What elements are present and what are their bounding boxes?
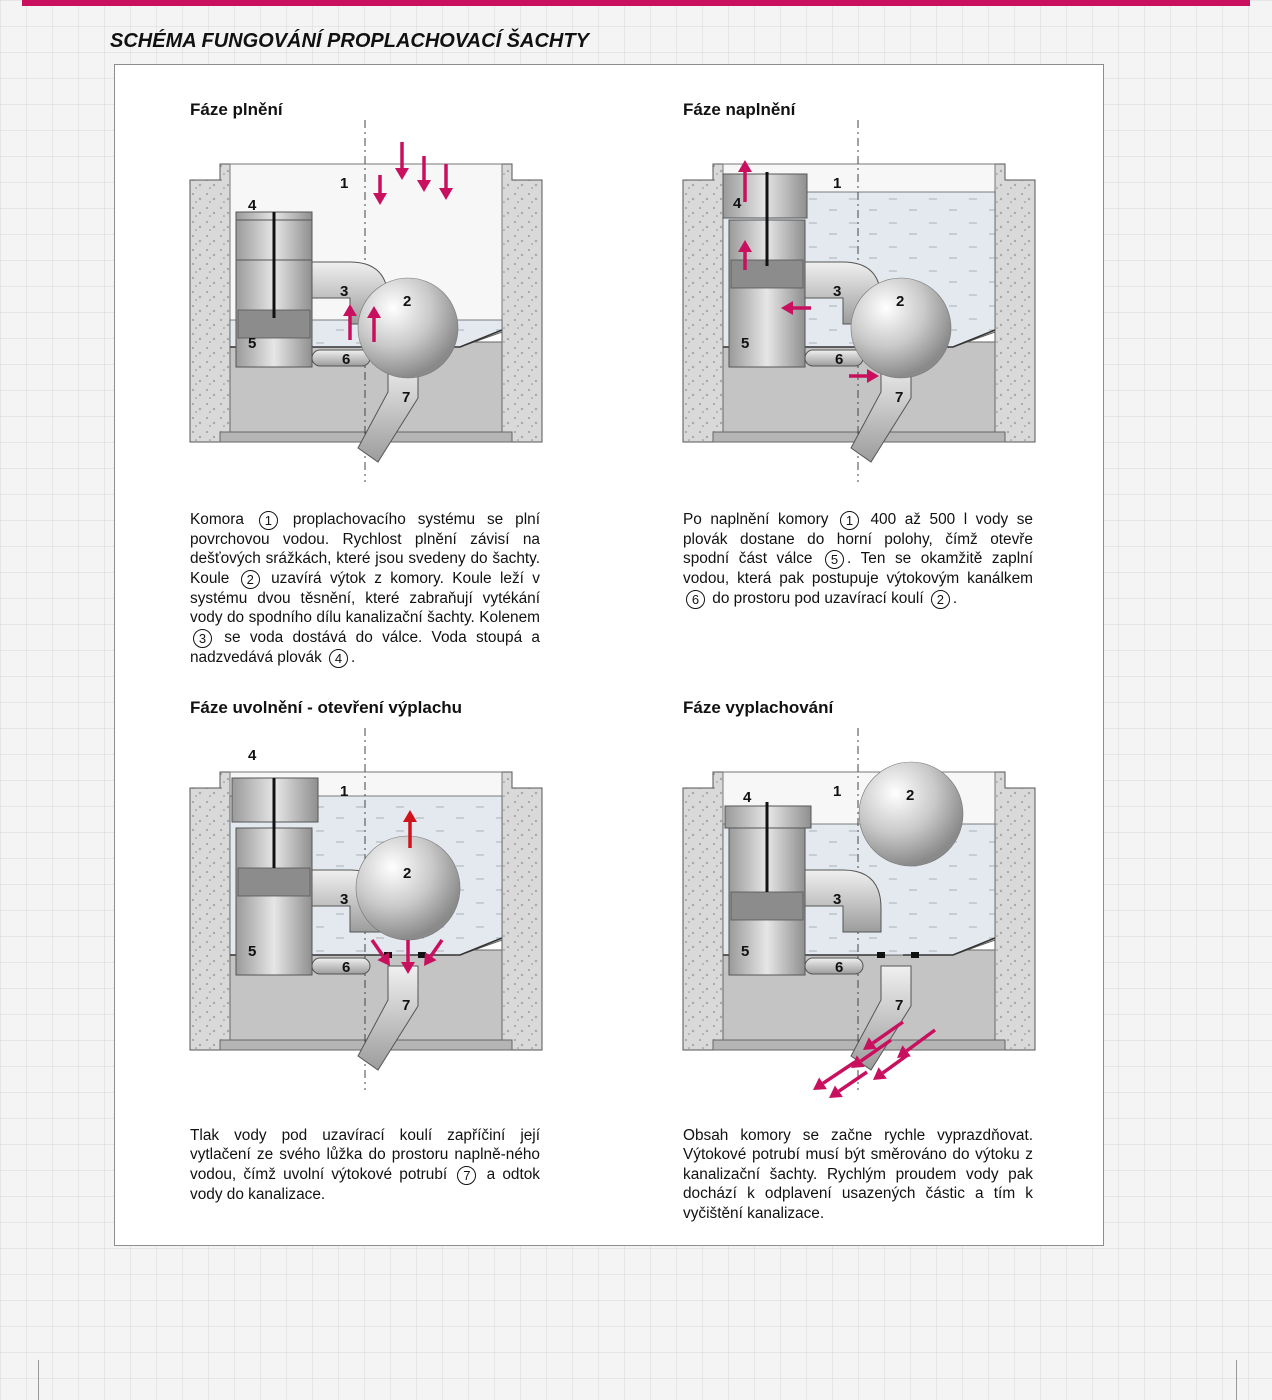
label-7: 7 xyxy=(895,389,904,406)
shaft-wall-left xyxy=(683,164,723,442)
label-5: 5 xyxy=(741,943,750,960)
corner-mark-right xyxy=(1236,1360,1237,1400)
circled-number-3: 3 xyxy=(193,629,212,648)
shaft-wall-right xyxy=(995,772,1035,1050)
outlet-channel xyxy=(805,958,863,974)
label-3: 3 xyxy=(340,283,349,300)
label-5: 5 xyxy=(741,335,750,352)
top-accent-line xyxy=(22,0,1250,6)
diagram-filling xyxy=(190,120,550,500)
closing-ball xyxy=(859,762,963,866)
circled-number-4: 4 xyxy=(329,649,348,668)
shaft-wall-left xyxy=(683,772,723,1050)
label-1: 1 xyxy=(340,175,349,192)
phase-description-filling: Komora 1 proplachovacího systému se plní povrchovou vodou. Rychlost plnění závisí na dešťových srážkách, které jsou svedeny do šachty. Koule 2 uzavírá výtok z komory. Koule leží v systému dvou těsnění, které zabraňují vytékání vody do spodního dílu kanalizační šachty. Kolenem 3 se voda dostává do válce. Voda stoupá a nadzvedává plovák 4 . xyxy=(190,511,541,666)
circled-number-6: 6 xyxy=(686,590,705,609)
label-6: 6 xyxy=(342,351,351,368)
phase-description-release: Tlak vody pod uzavírací koulí zapříčiní její vytlačení ze svého lůžka do prostoru naplně-ného vodou, čímž uvolní výtokové potrubí 7 a odtok vody do kanalizace. xyxy=(190,1127,540,1203)
shaft-wall-right xyxy=(502,772,542,1050)
outlet-channel xyxy=(805,350,863,366)
circled-number-5: 5 xyxy=(825,550,844,569)
label-2: 2 xyxy=(896,293,905,310)
phase-title-filled: Fáze naplnění xyxy=(683,100,796,119)
outlet-channel xyxy=(312,958,370,974)
circled-number-1: 1 xyxy=(840,511,859,530)
label-4: 4 xyxy=(733,195,742,212)
label-6: 6 xyxy=(835,351,844,368)
diagram-flushing xyxy=(683,728,1043,1118)
label-7: 7 xyxy=(402,997,411,1014)
phase-title-release: Fáze uvolnění - otevření výplachu xyxy=(190,698,463,717)
label-3: 3 xyxy=(833,283,842,300)
label-6: 6 xyxy=(835,959,844,976)
label-6: 6 xyxy=(342,959,351,976)
diagram-release xyxy=(190,728,550,1088)
shaft-wall-right xyxy=(502,164,542,442)
circled-number-1: 1 xyxy=(259,511,278,530)
closing-ball xyxy=(356,836,460,940)
label-3: 3 xyxy=(340,891,349,908)
label-7: 7 xyxy=(402,389,411,406)
label-4: 4 xyxy=(248,747,257,764)
phase-title-flushing: Fáze vyplachování xyxy=(683,698,834,717)
label-5: 5 xyxy=(248,943,257,960)
shaft-wall-left xyxy=(190,164,230,442)
circled-number-7: 7 xyxy=(457,1166,476,1185)
label-1: 1 xyxy=(833,175,842,192)
cylinder-band xyxy=(238,868,310,896)
label-2: 2 xyxy=(403,865,412,882)
label-4: 4 xyxy=(743,789,752,806)
seal-right xyxy=(911,952,919,958)
label-2: 2 xyxy=(403,293,412,310)
label-3: 3 xyxy=(833,891,842,908)
label-4: 4 xyxy=(248,197,257,214)
phase-description-filled: Po naplnění komory 1 400 až 500 l vody se plovák dostane do horní polohy, čímž otevře spodní část válce 5 . Ten se okamžitě zaplní vodou, která pak postupuje výtokovým kanálkem 6 do prostoru pod uzavírací koulí 2 . xyxy=(683,511,1033,607)
label-2: 2 xyxy=(906,787,915,804)
shaft-wall-left xyxy=(190,772,230,1050)
label-7: 7 xyxy=(895,997,904,1014)
outlet-channel xyxy=(312,350,370,366)
phase-description-flushing: Obsah komory se začne rychle vyprazdňovat. Výtokové potrubí musí být směrováno do výtoku z kanalizační šachty. Rychlým proudem vody pak dochází k odplavení usazených částic a tím k vyčištění kanalizace. xyxy=(683,1127,1033,1222)
diagram-filled xyxy=(683,120,1043,500)
label-1: 1 xyxy=(833,783,842,800)
label-1: 1 xyxy=(340,783,349,800)
shaft-wall-right xyxy=(995,164,1035,442)
label-5: 5 xyxy=(248,335,257,352)
circled-number-2: 2 xyxy=(931,590,950,609)
seal-left xyxy=(877,952,885,958)
page-title: SCHÉMA FUNGOVÁNÍ PROPLACHOVACÍ ŠACHTY xyxy=(110,30,589,52)
phase-title-filling: Fáze plnění xyxy=(190,100,283,119)
circled-number-2: 2 xyxy=(241,570,260,589)
cylinder-band xyxy=(731,892,803,920)
corner-mark-left xyxy=(38,1360,39,1400)
